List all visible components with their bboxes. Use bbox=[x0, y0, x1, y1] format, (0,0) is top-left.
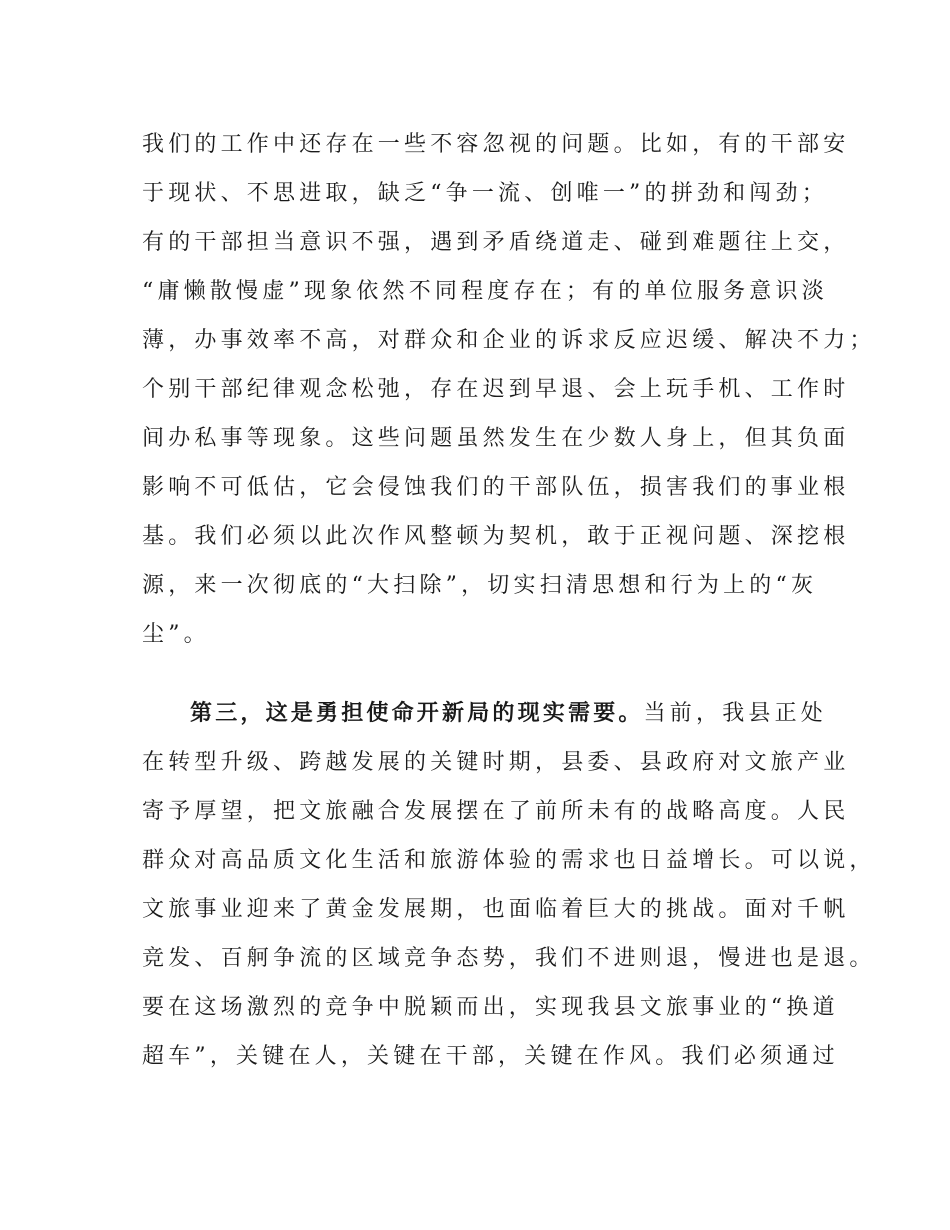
paragraph-line: 我们的工作中还存在一些不容忽视的问题。比如，有的干部安 bbox=[142, 132, 850, 157]
paragraph-2 bbox=[142, 689, 876, 1081]
document-body bbox=[142, 120, 876, 1081]
paragraph-line: 于现状、不思进取，缺乏“争一流、创唯一”的拼劲和闯劲； bbox=[142, 181, 828, 206]
paragraph-line: 要在这场激烈的竞争中脱颖而出，实现我县文旅事业的“换道 bbox=[142, 995, 839, 1020]
paragraph-line: 间办私事等现象。这些问题虽然发生在少数人身上，但其负面 bbox=[142, 426, 850, 451]
paragraph-1 bbox=[142, 120, 876, 659]
paragraph-line: 文旅事业迎来了黄金发展期，也面临着巨大的挑战。面对千帆 bbox=[142, 897, 850, 922]
paragraph-line: 尘”。 bbox=[142, 622, 210, 647]
paragraph-line: 竞发、百舸争流的区域竞争态势，我们不进则退，慢进也是退。 bbox=[142, 946, 876, 971]
paragraph-line-rest: 当前，我县正处 bbox=[643, 701, 828, 726]
paragraph-line: 薄，办事效率不高，对群众和企业的诉求反应迟缓、解决不力； bbox=[142, 328, 876, 353]
paragraph-line: 在转型升级、跨越发展的关键时期，县委、县政府对文旅产业 bbox=[142, 750, 850, 775]
paragraph-line: 超车”，关键在人，关键在干部，关键在作风。我们必须通过 bbox=[142, 1044, 839, 1069]
paragraph-line: 影响不可低估，它会侵蚀我们的干部队伍，损害我们的事业根 bbox=[142, 475, 850, 500]
paragraph-line: “庸懒散慢虚”现象依然不同程度存在；有的单位服务意识淡 bbox=[142, 279, 828, 304]
paragraph-line: 群众对高品质文化生活和旅游体验的需求也日益增长。可以说， bbox=[142, 848, 876, 873]
paragraph-line: 有的干部担当意识不强，遇到矛盾绕道走、碰到难题往上交， bbox=[142, 230, 850, 255]
paragraph-first-line bbox=[142, 689, 842, 738]
section-lead-heading: 第三，这是勇担使命开新局的现实需要。 bbox=[190, 701, 644, 726]
paragraph-line: 源，来一次彻底的“大扫除”，切实扫清思想和行为上的“灰 bbox=[142, 573, 818, 598]
paragraph-line: 个别干部纪律观念松弛，存在迟到早退、会上玩手机、工作时 bbox=[142, 377, 850, 402]
paragraph-line: 寄予厚望，把文旅融合发展摆在了前所未有的战略高度。人民 bbox=[142, 799, 850, 824]
paragraph-line: 基。我们必须以此次作风整顿为契机，敢于正视问题、深挖根 bbox=[142, 524, 850, 549]
paragraph-spacing bbox=[142, 659, 842, 689]
